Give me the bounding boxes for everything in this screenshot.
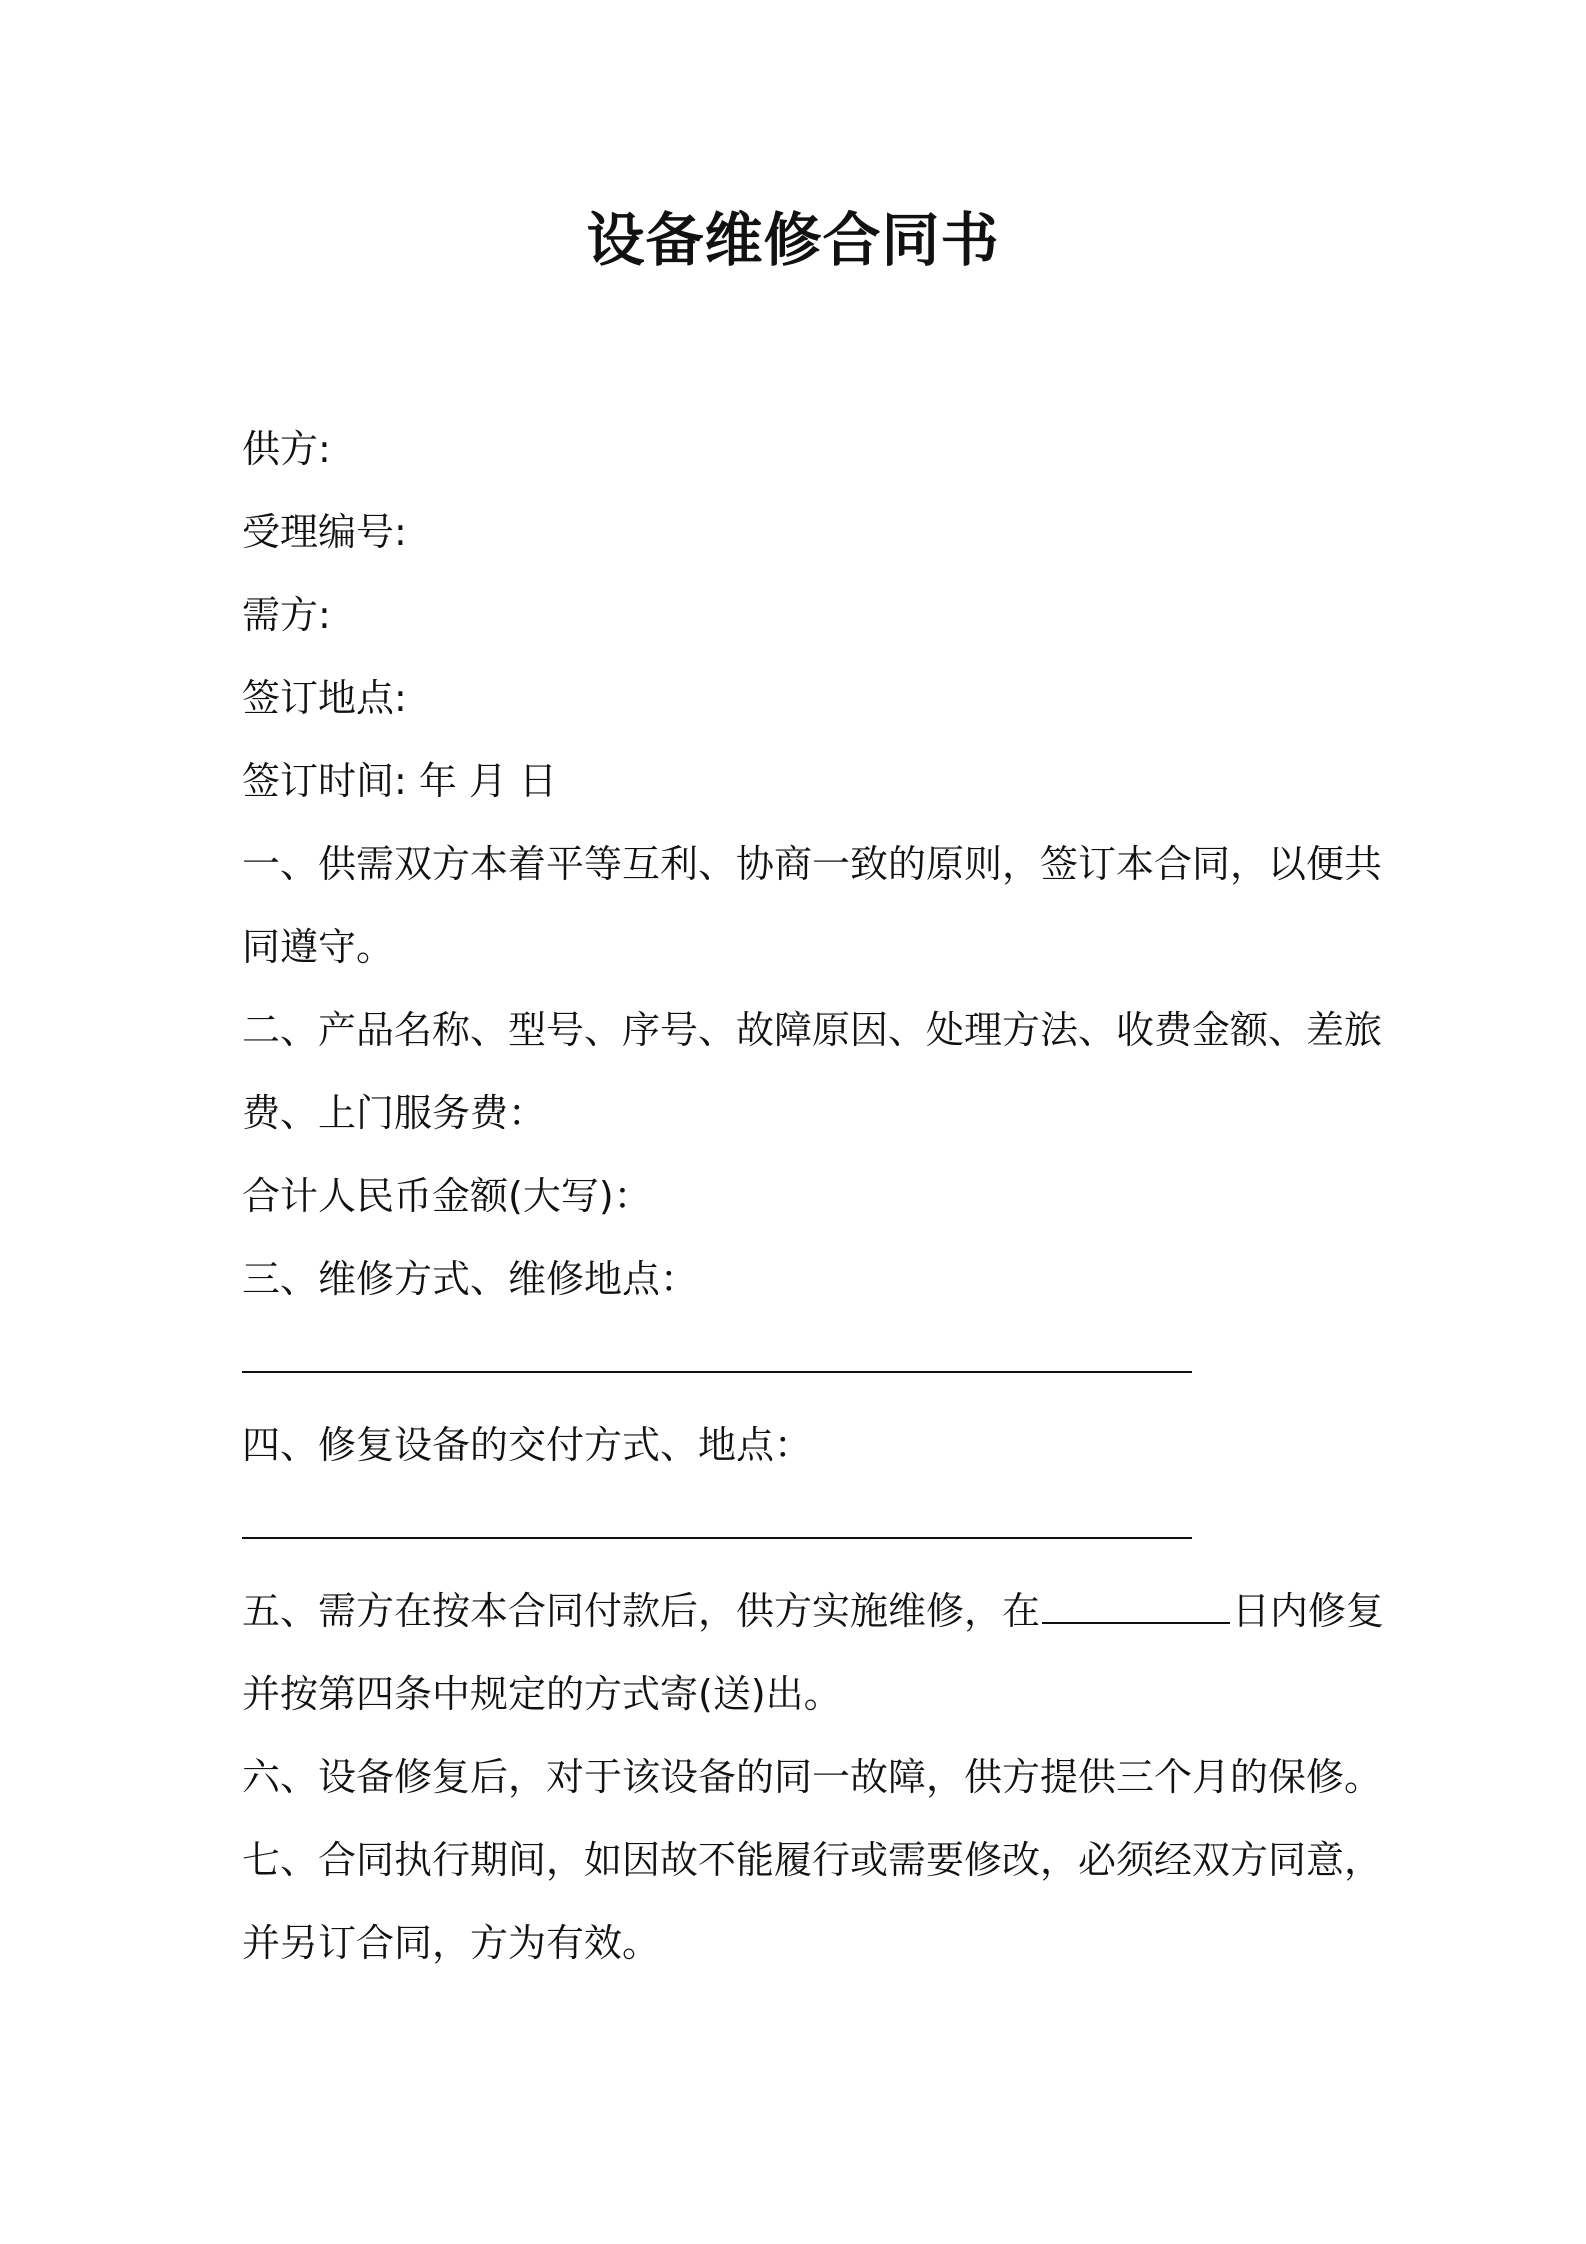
field-supplier: 供方:	[242, 427, 331, 471]
field-signing-date: 签订时间: 年 月 日	[242, 759, 558, 803]
clause-1-line-1: 一、供需双方本着平等互利、协商一致的原则，签订本合同，以便共	[242, 842, 1383, 886]
clause-5-before: 五、需方在按本合同付款后，供方实施维修，在	[242, 1589, 1041, 1633]
clause-4-blank-line	[242, 1487, 1362, 1570]
clause-4-label: 四、修复设备的交付方式、地点：	[242, 1423, 813, 1467]
clause-2-line-1: 二、产品名称、型号、序号、故障原因、处理方法、收费金额、差旅	[242, 1008, 1383, 1052]
field-buyer: 需方:	[242, 593, 331, 637]
clause-7-line-1: 七、合同执行期间，如因故不能履行或需要修改，必须经双方同意，	[242, 1838, 1383, 1882]
document-body	[242, 408, 1385, 1985]
clause-2-line-2: 费、上门服务费：	[242, 1091, 547, 1135]
field-acceptance-number: 受理编号:	[242, 510, 407, 554]
clause-1-line-2: 同遵守。	[242, 925, 395, 969]
clause-5-after: 日内修复	[1232, 1589, 1385, 1633]
clause-3-label: 三、维修方式、维修地点：	[242, 1257, 699, 1301]
clause-5-days-blank	[1042, 1590, 1230, 1624]
field-signing-place: 签订地点:	[242, 676, 407, 720]
clause-7-line-2: 并另订合同，方为有效。	[242, 1921, 661, 1965]
clause-3-underline	[242, 1371, 1192, 1373]
clause-5-line-2: 并按第四条中规定的方式寄(送)出。	[242, 1672, 842, 1716]
clause-2-total: 合计人民币金额(大写)：	[242, 1174, 652, 1218]
clause-4-underline	[242, 1537, 1192, 1539]
document-title: 设备维修合同书	[586, 206, 1000, 274]
clause-3-blank-line	[242, 1321, 1362, 1404]
clause-5-line-1	[242, 1570, 1385, 1653]
clause-6-line-1: 六、设备修复后，对于该设备的同一故障，供方提供三个月的保修。	[242, 1755, 1383, 1799]
